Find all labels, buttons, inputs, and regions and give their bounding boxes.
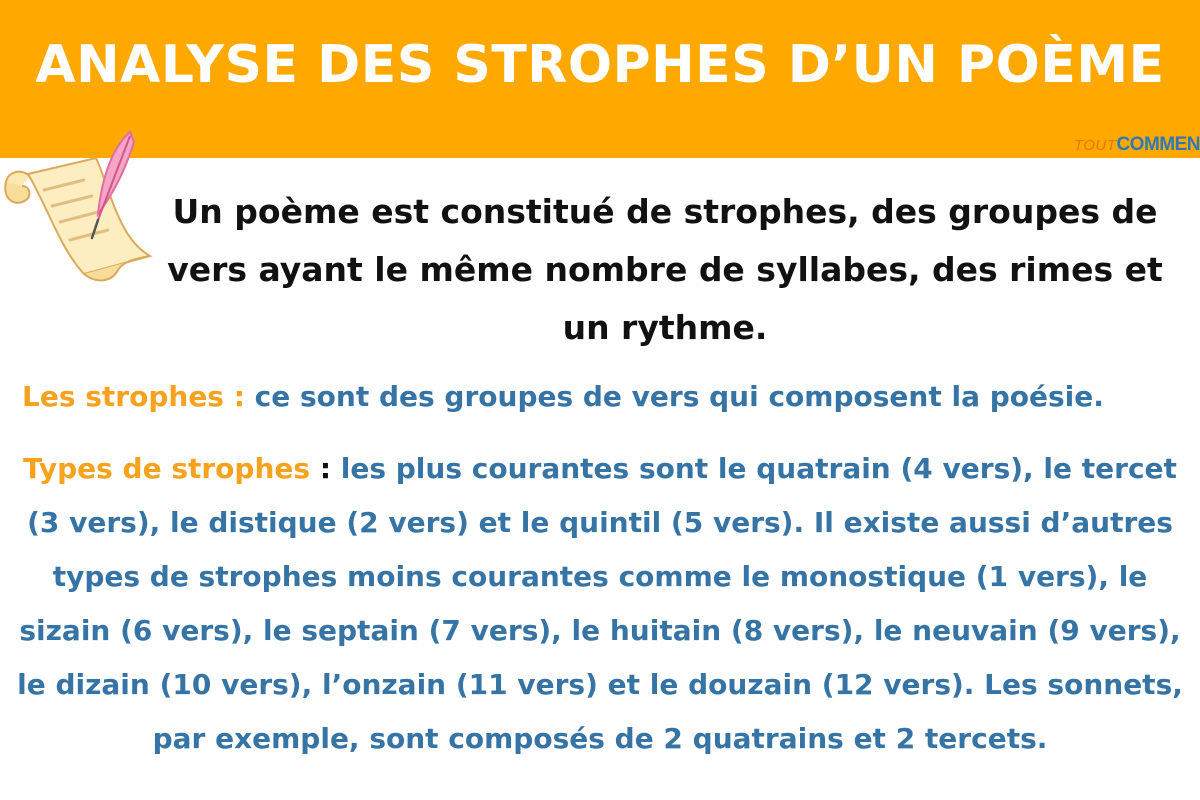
brand-logo-part2: COMMEN — [1116, 134, 1200, 155]
brand-logo[interactable] — [1074, 134, 1200, 157]
scroll-quill-icon — [0, 128, 160, 288]
definition-text: ce sont des groupes de vers qui composent la poésie. — [254, 380, 1104, 413]
types-colon: : — [319, 452, 332, 485]
intro-paragraph: Un poème est constitué de strophes, des groupes de vers ayant le même nombre de syllabes, des rimes et un rythme. — [167, 192, 1163, 347]
strophe-types-paragraph — [14, 442, 1186, 766]
types-text: les plus courantes sont le quatrain (4 vers), le tercet (3 vers), le distique (2 vers) et le quintil (5 vers). Il existe aussi d’autres types de strophes moins courantes comme le monostique (1 vers), le sizain (6 vers), le septain (7 vers), le huitain (8 vers), le neuvain (9 vers), le dizain (10 vers), l’onzain (11 vers) et le douzain (12 vers). Les sonnets, par exemple, sont composés de 2 quatrains et 2 tercets. — [17, 452, 1183, 755]
brand-logo-part1: TOUT — [1073, 137, 1117, 154]
page-title: ANALYSE DES STROPHES D’UN POÈME — [35, 35, 1165, 95]
definition-label: Les strophes : — [22, 380, 245, 413]
strophes-definition — [22, 373, 1182, 421]
header-banner — [0, 0, 1200, 158]
types-label: Types de strophes — [23, 452, 311, 485]
